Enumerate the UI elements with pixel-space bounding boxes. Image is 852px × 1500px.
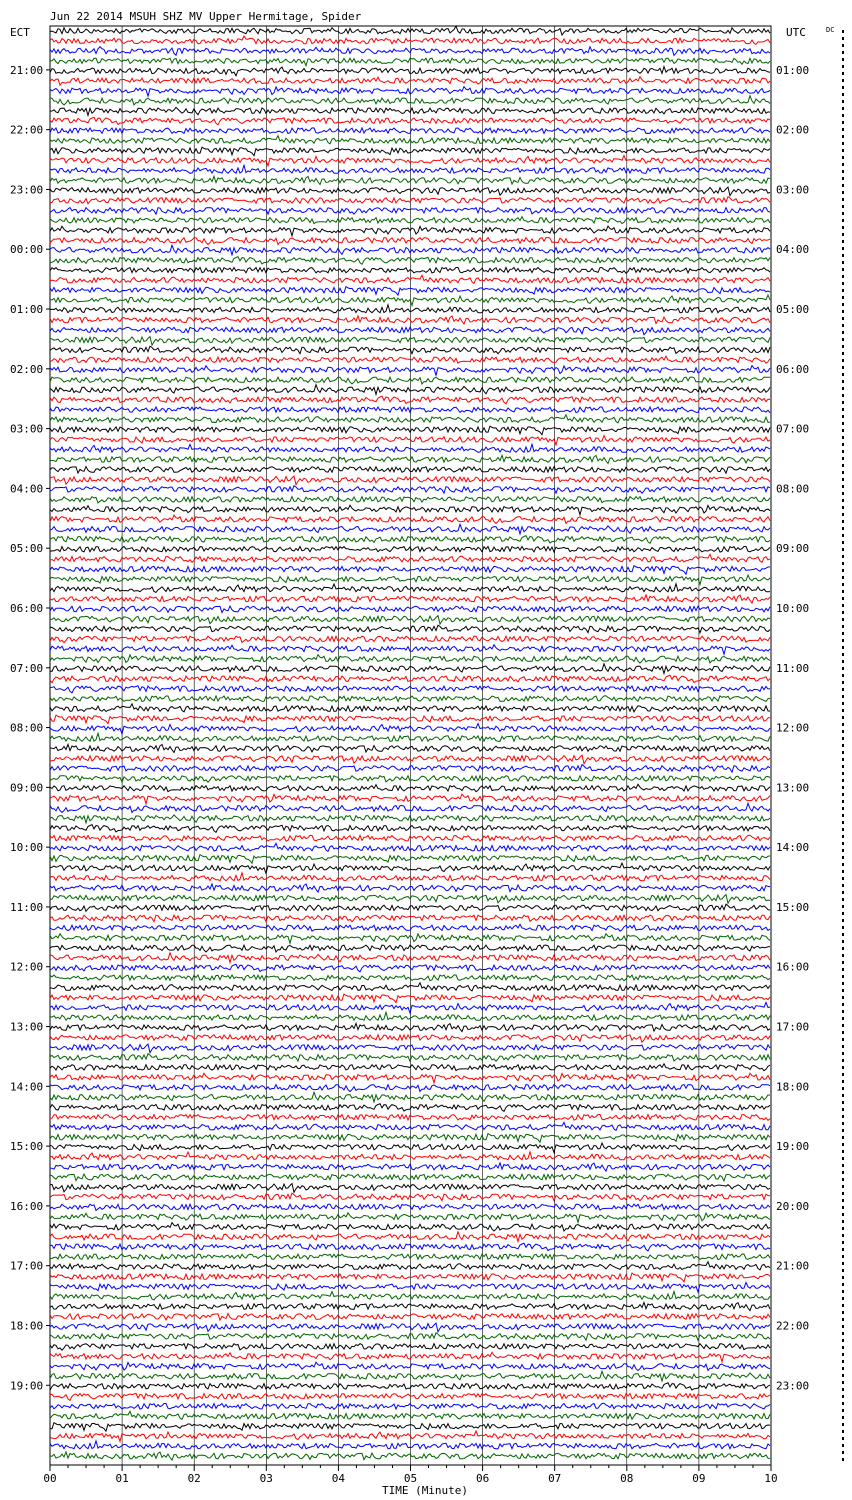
seismic-trace [50,1184,770,1193]
seismic-trace [50,696,770,702]
seismic-trace [50,1174,770,1181]
seismic-trace [50,934,770,944]
seismic-trace [50,1441,770,1449]
right-timezone-label: UTC [786,26,806,39]
seismic-trace [50,584,770,593]
seismic-trace [50,964,770,972]
seismic-trace [50,208,770,215]
seismic-trace [50,606,770,613]
seismic-trace [50,994,770,1003]
seismic-trace [50,165,770,173]
seismic-trace [50,595,770,603]
seismic-trace [50,257,770,265]
seismic-trace [50,1262,770,1270]
seismic-trace [50,1152,770,1160]
seismic-trace [50,1143,770,1152]
trace-group [50,26,770,1460]
seismic-trace [50,953,770,963]
seismic-trace [50,625,770,633]
seismic-trace [50,835,770,841]
left-hour-label: 01:00 [10,303,44,317]
x-tick-label: 05 [403,1472,418,1485]
left-hour-label: 04:00 [10,482,44,496]
plot-grid [50,26,771,1465]
seismic-trace [50,1254,770,1260]
seismic-trace [50,1323,770,1332]
x-tick-label: 03 [259,1472,273,1485]
seismic-trace [50,1104,770,1112]
seismic-trace [50,715,770,724]
right-hour-label: 18:00 [776,1080,810,1094]
x-tick-label: 10 [764,1472,778,1485]
seismic-trace [50,156,770,166]
left-hour-label: 19:00 [10,1379,44,1393]
seismic-trace [50,1291,770,1300]
x-tick-label: 09 [692,1472,706,1485]
left-hour-label: 23:00 [10,183,44,197]
right-hour-label: 10:00 [776,601,810,615]
seismic-trace [50,645,770,655]
left-hour-label: 13:00 [10,1020,44,1034]
right-hour-label: 02:00 [776,123,810,137]
seismic-trace [50,197,770,204]
right-hour-label: 16:00 [776,960,810,974]
seismic-trace [50,945,770,952]
seismic-trace [50,1273,770,1282]
left-hour-label: 11:00 [10,900,44,914]
left-hour-label: 18:00 [10,1319,44,1333]
seismic-trace [50,238,770,245]
seismic-trace [50,1452,770,1460]
right-hour-label: 21:00 [776,1259,810,1273]
seismic-trace [50,675,770,683]
right-hour-label: 17:00 [776,1020,810,1034]
seismic-trace [50,1344,770,1351]
seismic-trace [50,136,770,144]
seismic-trace [50,915,770,922]
left-hour-labels [10,64,50,1392]
right-hour-label: 08:00 [776,482,810,496]
right-hour-label: 23:00 [776,1379,810,1393]
seismic-trace [50,873,770,881]
seismic-trace [50,733,770,741]
seismic-trace [50,1403,770,1409]
seismic-trace [50,346,770,354]
seismic-trace [50,385,770,395]
seismic-trace [50,267,770,273]
seismic-trace [50,217,770,224]
seismic-trace [50,755,770,764]
seismic-trace [50,924,770,931]
right-hour-label: 05:00 [776,303,810,317]
seismic-trace [50,497,770,503]
left-hour-label: 16:00 [10,1199,44,1213]
seismic-trace [50,426,770,435]
seismic-trace [50,536,770,544]
seismic-trace [50,815,770,823]
seismic-trace [50,794,770,804]
seismic-trace [50,855,770,864]
seismic-trace [50,1352,770,1361]
seismic-trace [50,366,770,376]
right-hour-label: 14:00 [776,841,810,855]
seismic-trace [50,455,770,463]
seismic-trace [50,58,770,65]
left-hour-label: 10:00 [10,841,44,855]
seismic-trace [50,67,770,76]
seismic-trace [50,467,770,474]
seismic-trace [50,1283,770,1292]
seismic-trace [50,176,770,184]
seismic-trace [50,1054,770,1062]
x-tick-label: 06 [475,1472,490,1485]
seismic-trace [50,1134,770,1143]
seismic-trace [50,1431,770,1441]
seismic-trace [50,1223,770,1231]
seismic-trace [50,776,770,783]
right-hour-labels [776,64,809,1392]
seismic-trace [50,636,770,643]
seismic-trace [50,226,770,236]
seismic-trace [50,904,770,911]
seismic-trace [50,575,770,584]
right-hour-label: 07:00 [776,422,810,436]
seismic-trace [50,436,770,445]
seismic-trace [50,843,770,851]
seismic-trace [50,1193,770,1201]
seismic-trace [50,566,770,575]
seismic-trace [50,884,770,892]
seismic-trace [50,187,770,196]
left-hour-label: 21:00 [10,63,44,77]
left-hour-label: 06:00 [10,601,44,615]
seismic-trace [50,784,770,791]
seismic-trace [50,686,770,693]
seismic-trace [50,47,770,56]
seismic-trace [50,356,770,363]
right-hour-label: 11:00 [776,661,810,675]
left-timezone-label: ECT [10,26,30,39]
seismic-trace [50,396,770,404]
seismic-trace [50,505,770,515]
right-hour-label: 04:00 [776,243,810,257]
seismic-trace [50,36,770,45]
seismic-trace [50,1115,770,1121]
seismic-trace [50,1122,770,1130]
x-tick-label: 01 [115,1472,129,1485]
seismic-trace [50,444,770,452]
seismic-trace [50,87,770,97]
seismic-trace [50,147,770,156]
seismic-trace [50,305,770,313]
left-hour-label: 00:00 [10,243,44,257]
seismic-trace [50,407,770,413]
seismic-trace [50,476,770,485]
seismic-trace [50,77,770,85]
seismic-trace [50,1232,770,1242]
seismic-trace [50,1073,770,1083]
seismic-trace [50,524,770,534]
x-axis-ticks [43,1465,777,1485]
seismic-trace [50,1333,770,1340]
seismic-trace [50,1064,770,1071]
seismic-trace [50,515,770,523]
right-hour-label: 22:00 [776,1319,810,1333]
left-hour-label: 15:00 [10,1140,44,1154]
seismic-trace [50,316,770,324]
seismic-trace [50,486,770,494]
x-tick-label: 00 [43,1472,57,1485]
seismic-trace [50,1302,770,1310]
seismic-trace [50,1362,770,1370]
x-tick-label: 04 [331,1472,346,1485]
seismic-trace [50,287,770,296]
seismic-trace [50,724,770,734]
right-hour-label: 12:00 [776,721,810,735]
right-hour-label: 06:00 [776,362,810,376]
right-hour-label: 09:00 [776,542,810,556]
seismic-trace [50,825,770,833]
seismic-trace [50,275,770,283]
left-hour-label: 03:00 [10,422,44,436]
dc-label: DC [826,26,835,34]
seismic-trace [50,1243,770,1251]
seismic-trace [50,975,770,981]
seismic-trace [50,1371,770,1381]
left-hour-label: 17:00 [10,1259,44,1273]
x-tick-label: 07 [548,1472,562,1485]
seismic-trace [50,128,770,134]
seismic-trace [50,863,770,873]
right-hour-label: 13:00 [776,781,810,795]
seismic-trace [50,765,770,773]
seismic-trace [50,337,770,346]
seismic-trace [50,327,770,335]
seismic-trace [50,1085,770,1092]
seismic-trace [50,26,770,35]
seismic-trace [50,1163,770,1171]
left-hour-label: 07:00 [10,661,44,675]
seismic-trace [50,1035,770,1043]
seismic-trace [50,554,770,562]
seismic-trace [50,1003,770,1013]
seismic-trace [50,1092,770,1102]
seismic-trace [50,704,770,712]
seismic-trace [50,1411,770,1419]
seismic-trace [50,803,770,812]
seismic-trace [50,377,770,384]
left-hour-label: 02:00 [10,362,44,376]
x-axis-label: TIME (Minute) [381,1484,469,1497]
seismic-trace [50,983,770,991]
seismic-trace [50,1393,770,1400]
right-hour-label: 20:00 [776,1199,810,1213]
right-hour-label: 01:00 [776,63,810,77]
right-hour-label: 19:00 [776,1140,810,1154]
seismic-trace [50,1023,770,1031]
seismic-trace [50,655,770,663]
seismic-trace [50,1383,770,1391]
seismic-trace [50,1213,770,1222]
left-hour-label: 22:00 [10,123,44,137]
left-hour-label: 08:00 [10,721,44,735]
seismic-trace [50,547,770,553]
seismic-trace [50,295,770,305]
seismic-trace [50,895,770,904]
right-hour-label: 15:00 [776,900,810,914]
seismic-trace [50,415,770,423]
seismic-trace [50,245,770,255]
seismic-trace [50,616,770,625]
left-hour-label: 14:00 [10,1080,44,1094]
left-hour-label: 05:00 [10,542,44,556]
left-hour-label: 09:00 [10,781,44,795]
seismic-trace [50,1314,770,1321]
x-tick-label: 02 [187,1472,201,1485]
right-hour-label: 03:00 [776,183,810,197]
x-tick-label: 08 [620,1472,634,1485]
seismic-trace [50,96,770,105]
seismic-trace [50,107,770,115]
seismic-trace [50,117,770,125]
seismic-trace [50,1044,770,1053]
seismic-trace [50,1204,770,1210]
seismic-trace [50,744,770,752]
seismic-trace [50,664,770,674]
chart-title: Jun 22 2014 MSUH SHZ MV Upper Hermitage, Spider [50,10,362,23]
seismic-trace [50,1423,770,1432]
left-hour-label: 12:00 [10,960,44,974]
